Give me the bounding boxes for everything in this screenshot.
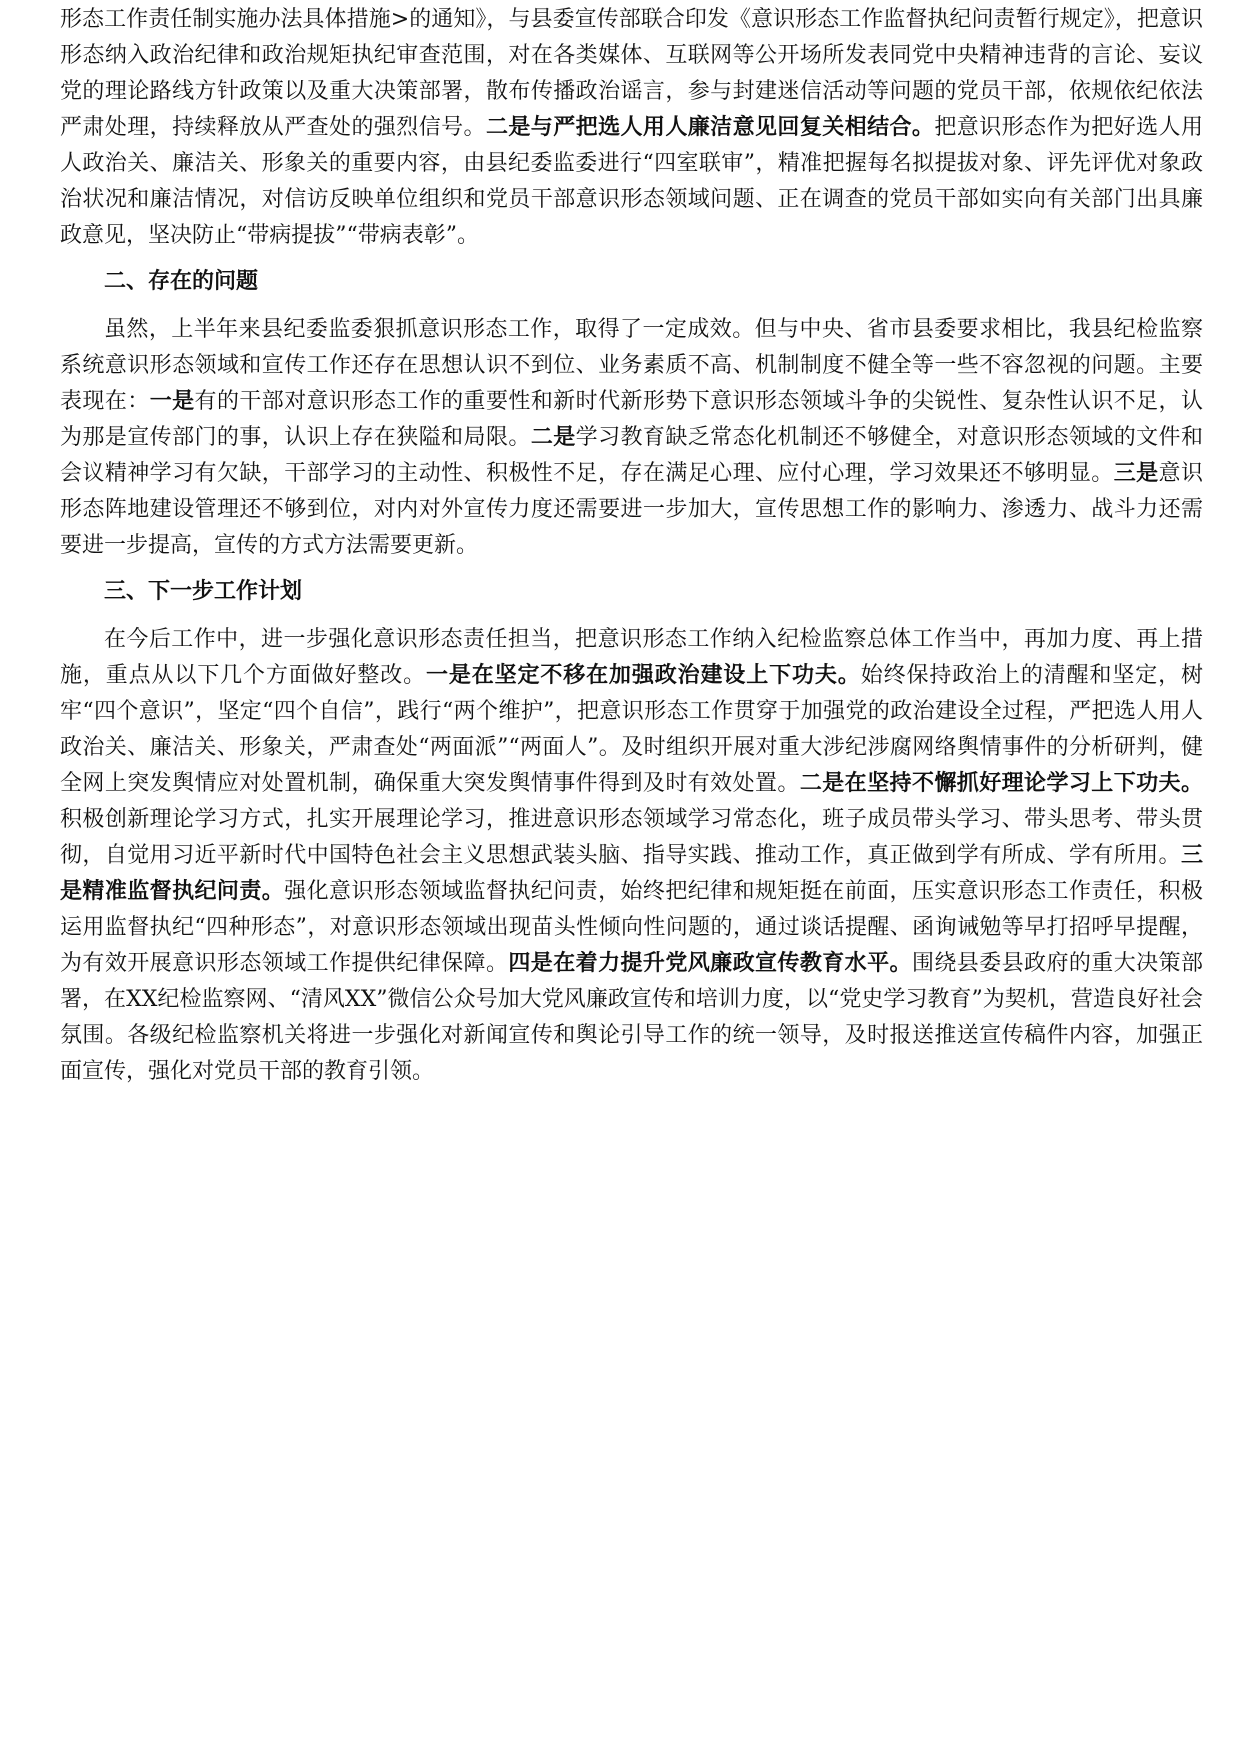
text-run: 虽然，上半年来县纪委监委狠抓意识形态工作，取得了一定成效。但与中央、省市县委要求相比，我县纪检监察系统意识形态领域和宣传工作还存在思想认识不到位、业务素质不高、机制制度不健全等一些不容忽视的问题。主要表现在： <box>60 317 1203 414</box>
bold-run: 四是在着力提升党风廉政宣传教育水平。 <box>508 951 912 976</box>
bold-run: 二是在坚持不懈抓好理论学习上下功夫。 <box>799 771 1203 796</box>
text-run: 形态工作责任制实施办法具体措施>的通知》，与县委宣传部联合印发《意识形态工作监督执纪问责暂行规定》，把意识形态纳入政治纪律和政治规矩执纪审查范围，对在各类媒体、互联网等公开场所发表同党中央精神违背的言论、妄议党的理论路线方针政策以及重大决策部署，散布传播政治谣言，参与封建迷信活动等问题的党员干部，依规依纪依法严肃处理，持续释放从严查处的强烈信号。 <box>60 7 1204 140</box>
section-next-steps <box>60 574 1203 1090</box>
text-run: 强化意识形态领域监督执纪问责，始终把纪律和规矩挺在前面，压实意识形态工作责任，积极运用监督执纪“四种形态”，对意识形态领域出现苗头性倾向性问题的，通过谈话提醒、函询诫勉等早打招呼早提醒，为有效开展意识形态领域工作提供纪律保障。 <box>60 879 1203 976</box>
section-heading: 二、存在的问题 <box>104 269 259 294</box>
section-continuation <box>60 2 1203 254</box>
bold-run: 三是 <box>1113 461 1159 486</box>
text-run: 围绕县委县政府的重大决策部署，在XX纪检监察网、“清风XX”微信公众号加大党风廉政宣传和培训力度，以“党史学习教育”为契机，营造良好社会氛围。各级纪检监察机关将进一步强化对新闻宣传和舆论引导工作的统一领导，及时报送推送宣传稿件内容，加强正面宣传，强化对党员干部的教育引领。 <box>60 951 1203 1084</box>
text-run: 积极创新理论学习方式，扎实开展理论学习，推进意识形态领域学习常态化，班子成员带头学习、带头思考、带头贯彻，自觉用习近平新时代中国特色社会主义思想武装头脑、指导实践、推动工作，真正做到学有所成、学有所用。 <box>60 807 1203 868</box>
bold-run: 一是在坚定不移在加强政治建设上下功夫。 <box>426 663 861 688</box>
paragraph <box>60 312 1203 564</box>
document-page <box>60 2 1203 1098</box>
text-run: 学习教育缺乏常态化机制还不够健全，对意识形态领域的文件和会议精神学习有欠缺，干部学习的主动性、积极性不足，存在满足心理、应付心理，学习效果还不够明显。 <box>60 425 1203 486</box>
section-heading: 三、下一步工作计划 <box>104 579 303 604</box>
bold-run: 二是与严把选人用人廉洁意见回复关相结合。 <box>485 115 935 140</box>
text-run: 有的干部对意识形态工作的重要性和新时代新形势下意识形态领域斗争的尖锐性、复杂性认识不足，认为那是宣传部门的事，认识上存在狭隘和局限。 <box>60 389 1203 450</box>
section-problems <box>60 264 1203 564</box>
bold-run: 二是 <box>530 425 576 450</box>
text-run: 意识形态阵地建设管理还不够到位，对内对外宣传力度还需要进一步加大，宣传思想工作的影响力、渗透力、战斗力还需要进一步提高，宣传的方式方法需要更新。 <box>60 461 1203 558</box>
bold-run: 三是精准监督执纪问责。 <box>60 843 1203 904</box>
paragraph <box>60 2 1203 254</box>
bold-run: 一是 <box>149 389 195 414</box>
paragraph <box>60 622 1203 1090</box>
text-run: 在今后工作中，进一步强化意识形态责任担当，把意识形态工作纳入纪检监察总体工作当中，再加力度、再上措施，重点从以下几个方面做好整改。 <box>60 627 1203 688</box>
text-run: 始终保持政治上的清醒和坚定，树牢“四个意识”，坚定“四个自信”，践行“两个维护”，把意识形态工作贯穿于加强党的政治建设全过程，严把选人用人政治关、廉洁关、形象关，严肃查处“两面派”“两面人”。及时组织开展对重大涉纪涉腐网络舆情事件的分析研判，健全网上突发舆情应对处置机制，确保重大突发舆情事件得到及时有效处置。 <box>60 663 1203 796</box>
text-run: 把意识形态作为把好选人用人政治关、廉洁关、形象关的重要内容，由县纪委监委进行“四室联审”，精准把握每名拟提拔对象、评先评优对象政治状况和廉洁情况，对信访反映单位组织和党员干部意识形态领域问题、正在调查的党员干部如实向有关部门出具廉政意见，坚决防止“带病提拔”“带病表彰”。 <box>60 115 1203 248</box>
